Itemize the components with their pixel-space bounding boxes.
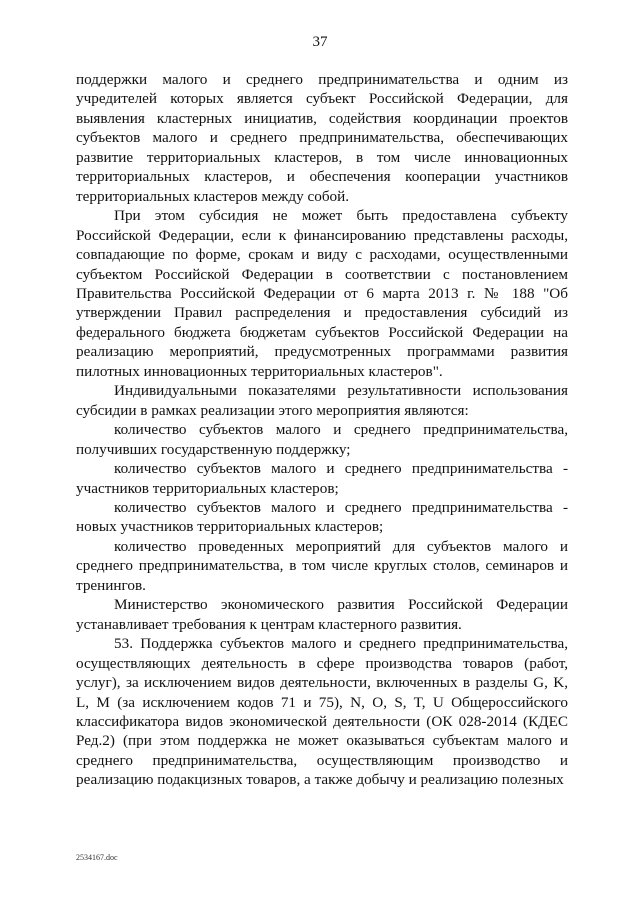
document-file-id: 2534167.doc (76, 853, 118, 862)
document-body (76, 70, 568, 790)
paragraph-item-53: 53. Поддержка субъектов малого и среднего предпринимательства, осуществляющих деятельность в сфере производства товаров (работ, услуг), за исключением видов деятельности, включенных в разделы G, K, L, M (за исключением кодов 71 и 75), N, O, S, T, U Общероссийского классификатора видов экономической деятельности (ОК 028-2014 (КДЕС Ред.2) (при этом поддержка не может оказываться субъектам малого и среднего предпринимательства, осуществляющим производство и реализацию подакцизных товаров, а также добычу и реализацию полезных (76, 635, 568, 789)
indicator-supported-smes: количество субъектов малого и среднего предпринимательства, получивших государственную поддержку; (76, 421, 568, 458)
page-number: 37 (312, 34, 328, 50)
paragraph-continuation: поддержки малого и среднего предпринимательства и одним из учредителей которых является субъект Российской Федерации, для выявления кластерных инициатив, содействия координации проектов субъектов малого и среднего предпринимательства, обеспечивающих развитие территориальных кластеров, в том числе инновационных территориальных кластеров, и обеспечения кооперации участников территориальных кластеров между собой. (76, 71, 568, 205)
indicator-cluster-participants: количество субъектов малого и среднего предпринимательства - участников территориальных кластеров; (76, 460, 568, 497)
paragraph-subsidy-restriction: При этом субсидия не может быть предоставлена субъекту Российской Федерации, если к финансированию представлены расходы, совпадающие по форме, срокам и виду с расходами, осуществленными субъектом Российской Федерации в соответствии с постановлением Правительства Российской Федерации от 6 марта 2013 г. № 188 "Об утверждении Правил распределения и предоставления субсидий из федерального бюджета бюджетам субъектов Российской Федерации на реализацию мероприятий, предусмотренных программами развития пилотных инновационных территориальных кластеров". (76, 207, 568, 380)
indicator-new-cluster-participants: количество субъектов малого и среднего предпринимательства - новых участников территориальных кластеров; (76, 498, 568, 536)
indicator-events-held: количество проведенных мероприятий для субъектов малого и среднего предпринимательства, в том числе круглых столов, семинаров и тренингов. (76, 537, 568, 594)
paragraph-ministry-requirements: Министерство экономического развития Российской Федерации устанавливает требования к центрам кластерного развития. (76, 596, 568, 633)
paragraph-indicators-intro: Индивидуальными показателями результативности использования субсидии в рамках реализации этого мероприятия являются: (76, 382, 568, 419)
